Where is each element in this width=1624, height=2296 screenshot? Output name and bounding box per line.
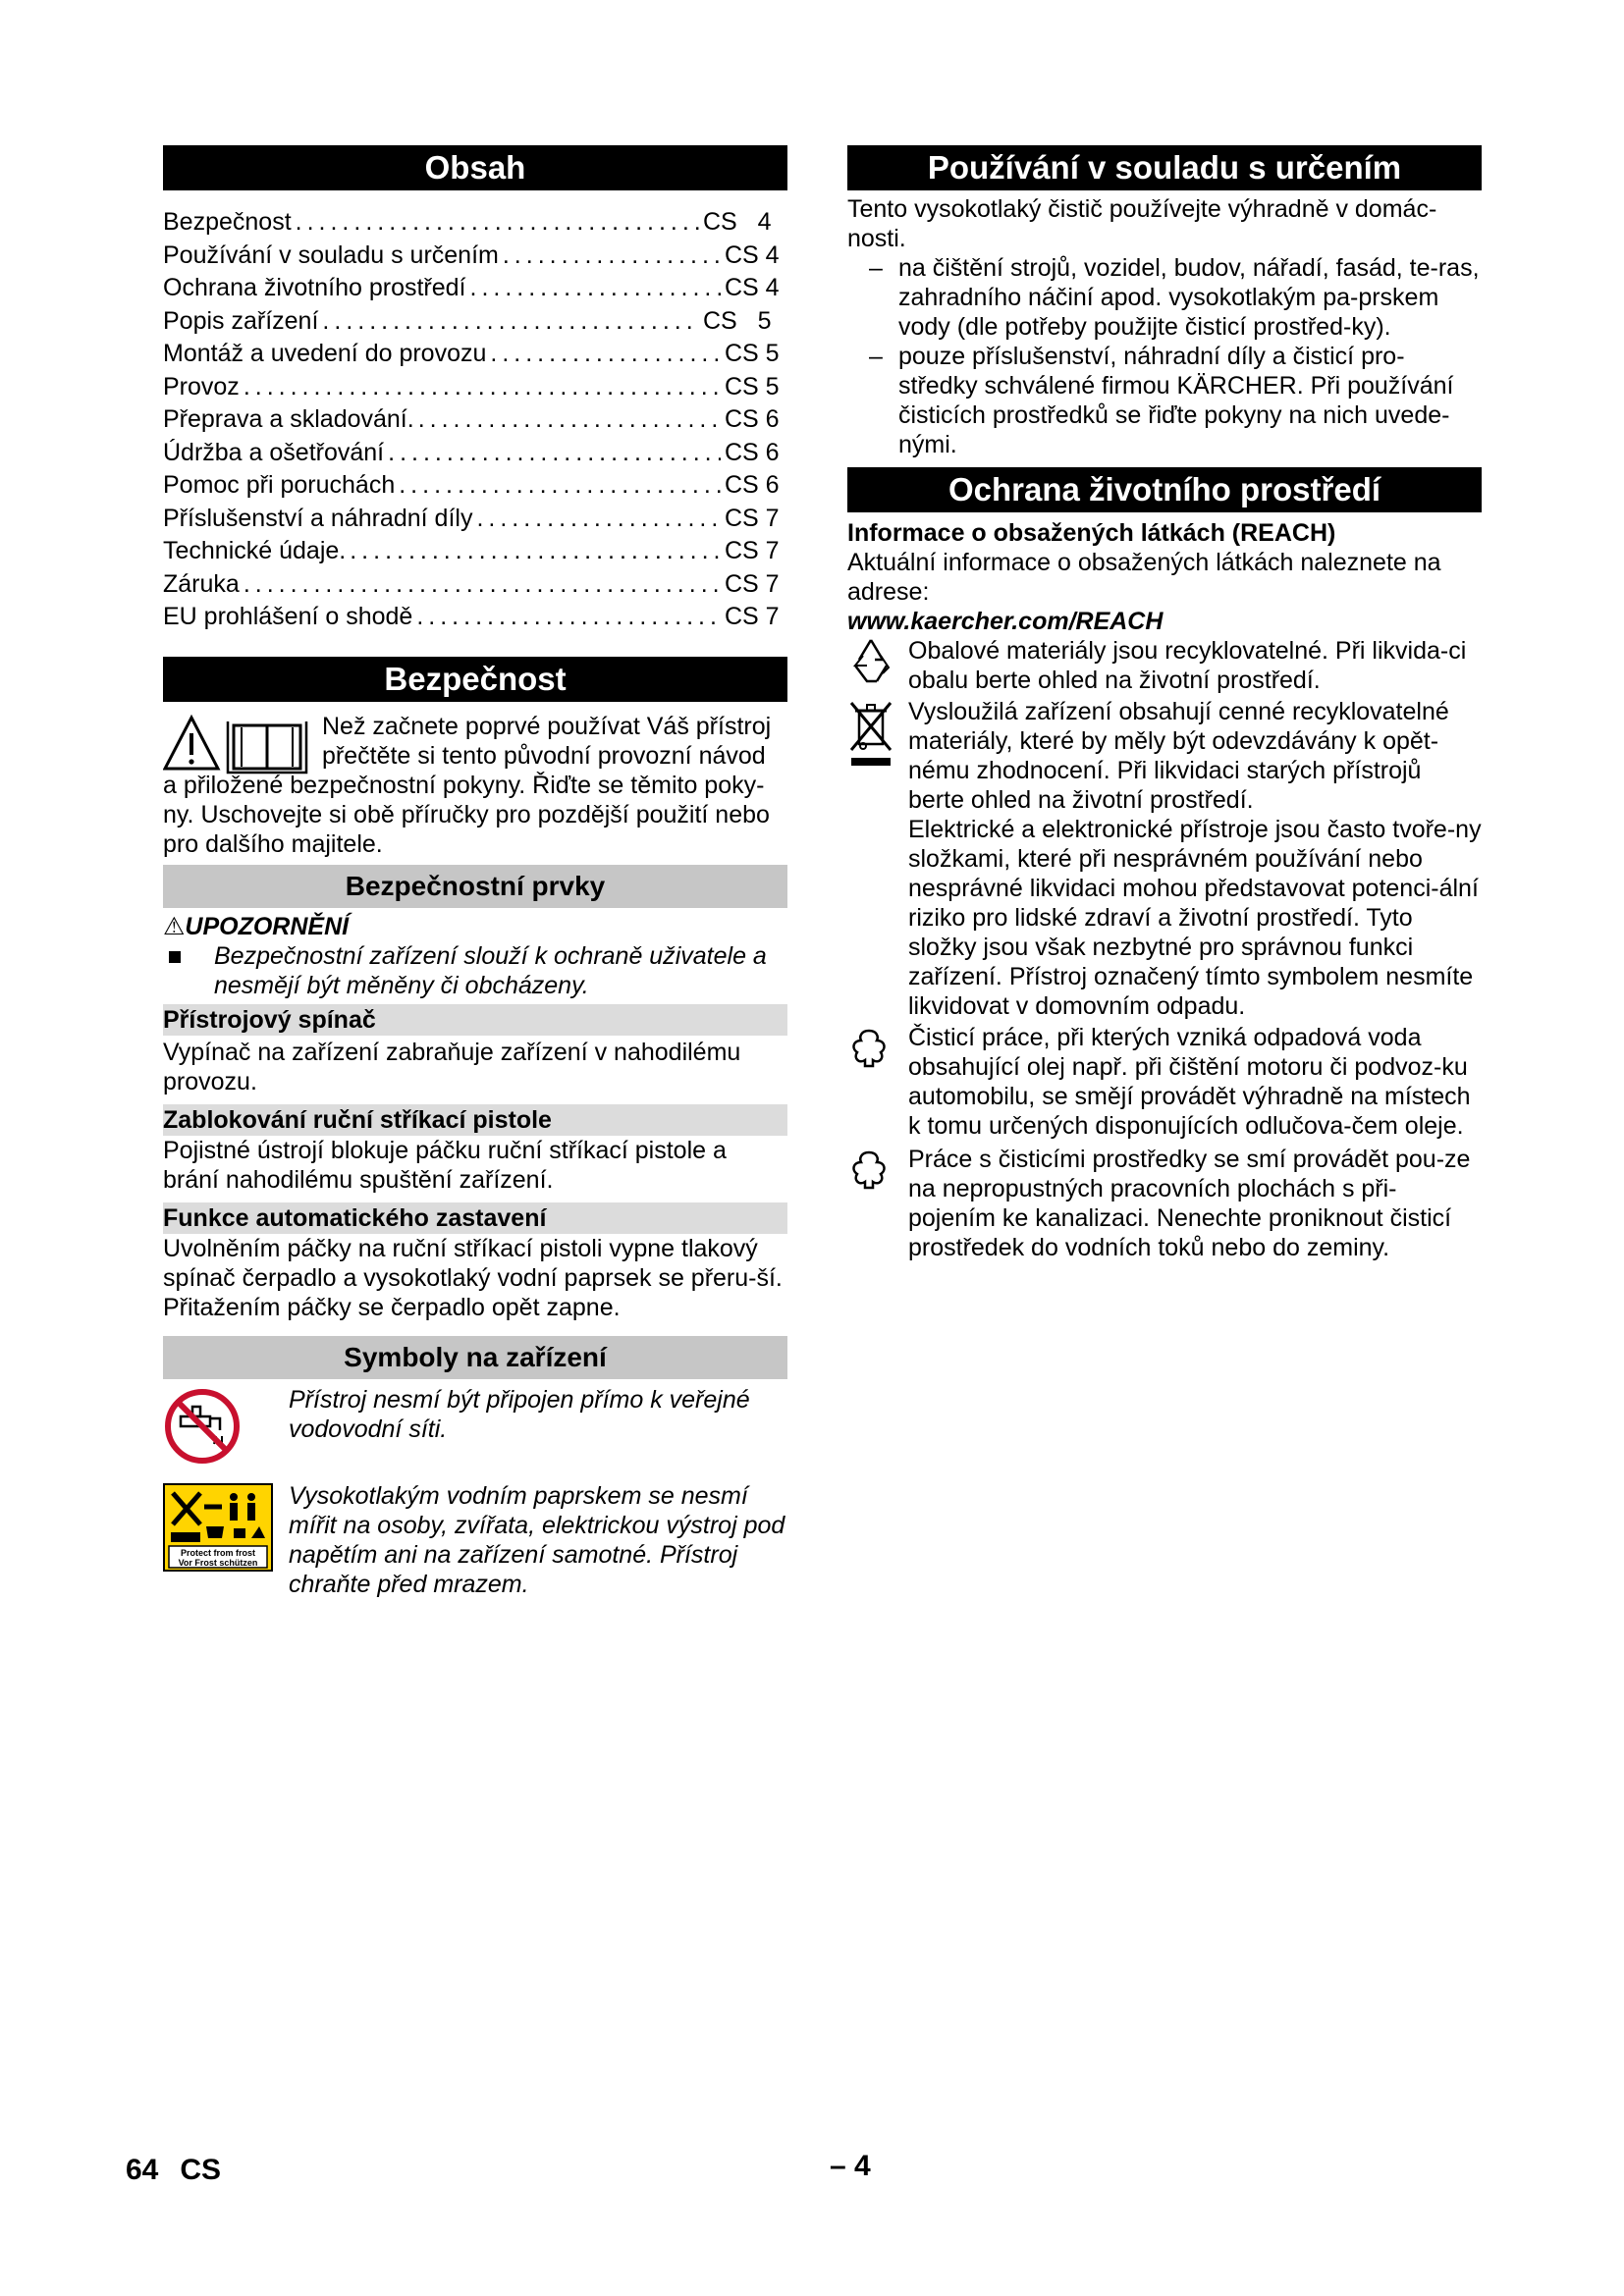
toc-entry-title: Ochrana životního prostředí [163,274,466,301]
symbol-no-direct-connection [163,1385,787,1469]
warning-item [163,941,787,1000]
toc-entry-title: Technické údaje. [163,537,347,564]
safety-elements-heading: Bezpečnostní prvky [163,865,787,908]
toc-entry[interactable] [163,240,787,273]
toc-entry-page: CS 6 [725,405,780,433]
toc-entry[interactable] [163,437,787,470]
toc-dot-leader [322,305,699,339]
detergent-env-icon [847,1147,891,1197]
autostop-heading: Funkce automatického zastavení [163,1202,787,1234]
list-item [847,253,1482,342]
switch-heading: Přístrojový spínač [163,1004,787,1036]
toc-entry-page: CS 4 [725,240,780,269]
toc-entry-page: CS 7 [725,537,780,564]
page-footer [126,2156,243,2185]
toc-entry-title: Přeprava a skladování. [163,405,414,433]
toc-entry-page: CS 7 [725,569,780,598]
toc-entry[interactable] [163,338,787,371]
toc-dot-leader [244,371,721,404]
toc-entry-title: Záruka [163,569,240,598]
toc-entry-page: CS 5 [725,340,780,367]
bullet-square-icon [169,951,181,963]
packaging-text: Obalové materiály jsou recyklovatelné. Při likvida-ci obalu berte ohled na životní prostředí. [908,637,1467,694]
no-water-mains-icon [163,1387,242,1472]
toc-dot-leader [470,272,722,305]
toc-dot-leader [388,437,721,470]
weee-text-1: Vysloužilá zařízení obsahují cenné recyklovatelné materiály, které by měly být odevzdávány k opět-nému zhodnocení. Při likvidaci starých přístrojů berte ohled na životní prostředí. [908,698,1449,814]
autostop-text: Uvolněním páčky na ruční stříkací pistoli vypne tlakový spínač čerpadlo a vysokotlaký vodní paprsek se přeru-ší. Přitažením páčky se čerpadlo opět zapne. [163,1234,783,1321]
toc-dot-leader [399,469,721,503]
toc-entry-page: CS 4 [703,208,772,236]
toc-dot-leader [350,535,721,568]
packaging-item [847,636,1482,695]
reach-url[interactable]: www.kaercher.com/REACH [847,608,1164,635]
safety-intro-line1: Než začnete poprvé používat Váš přístroj [322,712,772,740]
gun-lock-heading: Zablokování ruční stříkací pistole [163,1104,787,1136]
symbol2-text: Vysokotlakým vodním paprskem se nesmí mířit na osoby, zvířata, elektrickou výstroj pod napětím ani na zařízení samotné. Přístroj chraňte před mrazem. [289,1481,785,1598]
detergent-item [847,1145,1482,1262]
intended-use-list [847,253,1482,459]
toc-dot-leader [296,206,699,240]
toc-entry[interactable] [163,371,787,404]
toc-entry[interactable] [163,403,787,437]
weee-item [847,697,1482,1021]
symbol1-text: Přístroj nesmí být připojen přímo k veřejné vodovodní síti. [289,1385,750,1443]
safety-intro-line2: přečtěte si tento původní provozní návod [322,741,766,770]
toc-entry-page: CS 6 [725,471,780,499]
toc-entry-title: Používání v souladu s určením [163,240,499,269]
gun-lock-text: Pojistné ústrojí blokuje páčku ruční stříkací pistole a brání nahodilému spuštění zařízení. [163,1136,727,1194]
toc-entry-page: CS 6 [725,438,780,466]
toc-entry[interactable] [163,305,787,339]
environment-heading: Ochrana životního prostředí [847,467,1482,512]
toc-heading: Obsah [163,145,787,190]
intended-use-intro: Tento vysokotlaký čistič používejte výhradně v domác-nosti. [847,195,1437,252]
page-number: 64 [126,2154,159,2186]
table-of-contents [163,206,787,634]
detergent-text: Práce s čisticími prostředky se smí provádět pou-ze na nepropustných pracovních plochách s při-pojením ke kanalizaci. Nenechte proniknout čisticí prostředek do vodních toků nebo do zeminy. [908,1146,1471,1261]
toc-entry[interactable] [163,601,787,634]
left-column [163,145,787,1599]
switch-text: Vypínač na zařízení zabraňuje zařízení v nahodilému provozu. [163,1038,741,1095]
toc-entry-title: Popis zařízení [163,306,319,335]
recycle-icon [847,636,894,692]
list-item [847,342,1482,459]
warning-text: Bezpečnostní zařízení slouží k ochraně uživatele a nesmějí být měněny či obcházeny. [214,941,767,999]
toc-entry-title: Údržba a ošetřování [163,438,385,466]
toc-dot-leader [416,601,721,634]
oil-waste-item [847,1023,1482,1141]
toc-dot-leader [244,568,721,602]
toc-dot-leader [503,240,721,273]
toc-entry-page: CS 7 [725,603,780,630]
toc-entry[interactable] [163,503,787,536]
do-not-aim-warning-icon [163,1483,273,1578]
sign-text-en: Protect from frost [180,1547,256,1558]
list-item-text: na čištění strojů, vozidel, budov, nářadí, fasád, te-ras, zahradního náčiní apod. vysokotlakým pa-prskem vody (dle potřeby použijte čisticí prostřed-ky). [898,254,1480,341]
warning-label: ⚠UPOZORNĚNÍ [163,912,350,940]
reach-heading: Informace o obsažených látkách (REACH) [847,519,1336,547]
toc-dot-leader [476,503,721,536]
weee-text-2: Elektrické a elektronické přístroje jsou často tvoře-ny složkami, které při nesprávném používání nebo nesprávné likvidaci mohou představovat potenci-ální riziko pro lidské zdraví a životní prostředí. Tyto složky jsou však nezbytné pro správnou funkci zařízení. Přístroj označený tímto symbolem nesmíte likvidovat v domovním odpadu. [908,816,1482,1020]
toc-entry-page: CS 4 [725,274,780,301]
safety-heading: Bezpečnost [163,657,787,702]
toc-entry-title: Montáž a uvedení do provozu [163,340,487,367]
crossed-bin-icon [847,699,894,776]
safety-intro [163,712,787,859]
oil-waste-text: Čisticí práce, při kterých vzniká odpadová voda obsahující olej např. při čištění motoru či podvoz-ku automobilu, se smějí provádět výhradně na místech k tomu určených disponujících odlučova-čem oleje. [908,1024,1471,1140]
right-column [847,145,1482,1262]
oil-drop-env-icon [847,1025,891,1075]
intended-use-heading: Používání v souladu s určením [847,145,1482,190]
warning-manual-icon [163,714,310,781]
toc-entry[interactable] [163,469,787,503]
toc-entry-title: Provoz [163,372,240,400]
toc-entry-page: CS 5 [725,372,780,400]
list-dash: – [869,343,883,370]
toc-entry-title: Pomoc při poruchách [163,471,396,499]
toc-dot-leader [418,403,721,437]
toc-entry[interactable] [163,272,787,305]
toc-entry-title: EU prohlášení o shodě [163,603,413,630]
sign-text-de: Vor Frost schützen [178,1557,258,1568]
toc-entry[interactable] [163,568,787,602]
toc-entry-title: Příslušenství a náhradní díly [163,504,473,532]
safety-intro-rest: a přiložené bezpečnostní pokyny. Řiďte se těmito poky-ny. Uschovejte si obě příručky pro pozdější použití nebo pro dalšího majitele. [163,771,770,858]
symbol-no-aim [163,1481,787,1599]
reach-text: Aktuální informace o obsažených látkách naleznete na adrese: [847,549,1441,606]
toc-entry[interactable] [163,206,787,240]
language-code: CS [180,2154,222,2186]
symbols-heading: Symboly na zařízení [163,1336,787,1379]
section-page-number: – 4 [830,2150,871,2182]
list-item-text: pouze příslušenství, náhradní díly a čisticí pro-středky schválené firmou KÄRCHER. Při používání čisticích prostředků se řiďte pokyny na nich uvede-nými. [898,343,1454,458]
toc-entry[interactable] [163,535,787,568]
toc-entry-title: Bezpečnost [163,208,292,236]
toc-entry-page: CS 7 [725,504,780,532]
list-dash: – [869,254,883,282]
toc-dot-leader [490,338,721,371]
toc-entry-page: CS 5 [703,306,772,335]
